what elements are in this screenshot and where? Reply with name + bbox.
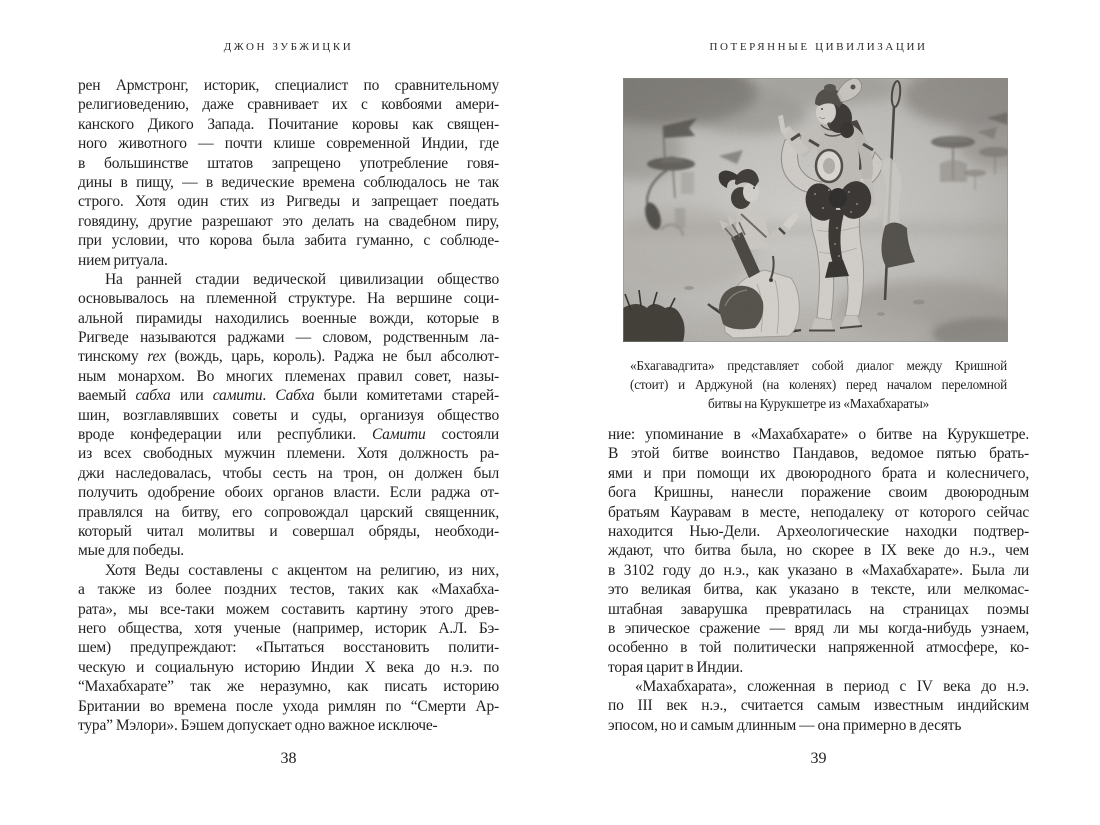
text-line: в большинстве штатов запрещено употребление говя- (78, 154, 499, 172)
text-line: него общества, хотя ученые (например, историк А.Л. Бэ- (78, 619, 499, 637)
text-line: а также из более поздних тестов, таких как «Махабха- (78, 581, 499, 599)
text-line: джи наследовалась, чтобы сесть на трон, он должен был (78, 464, 499, 482)
paragraph (78, 76, 499, 270)
left-page-text (78, 76, 499, 735)
text-line: ного животного — почти клише современной Индии, где (78, 135, 499, 153)
text-line: ждают, что битва была, но скорее в IX веке до н.э., чем (608, 542, 1029, 560)
text-line: торая царит в Индии. (608, 658, 744, 676)
text-line: особенно в той политически напряженной атмосфере, ко- (608, 639, 1029, 657)
text-line: религиоведению, даже сравнивает их с ковбоями амери- (78, 96, 499, 114)
text-line: строго. Хотя один стих из Ригведы и запрещает поедать (78, 193, 499, 211)
text-line: основывалось на племенной структуре. На вершине соци- (78, 290, 499, 308)
left-page (78, 0, 499, 825)
illustration-caption (630, 356, 1007, 413)
right-page (608, 0, 1029, 825)
text-line: На ранней стадии ведической цивилизации общество (105, 270, 499, 288)
print-grain (623, 78, 1008, 342)
text-line: нием ритуала. (78, 251, 168, 269)
text-line: в 3102 году до н.э., как указано в «Махабхарате». Была ли (608, 561, 1029, 579)
paragraph (608, 425, 1029, 677)
text-line: рата», мы все-таки можем составить картину этого древ- (78, 600, 499, 618)
text-line: канского Дикого Запада. Почитание коровы как священ- (78, 115, 499, 133)
text-line: вроде конфедерации или республики. Самити состояли (78, 426, 499, 444)
text-line: тура” Мэлори». Бэшем допускает одно важное исключе- (78, 716, 438, 734)
paragraph (630, 356, 1007, 413)
text-line: из всех свободных мужчин племени. Хотя должность ра- (78, 445, 499, 463)
text-line: Британии во времена после ухода римлян по “Смерти Ар- (78, 697, 499, 715)
text-line: при условии, что корова была забита гуманно, с соблюде- (78, 232, 499, 250)
text-line: эпосом, но и самым длинным — она примерно в десять (608, 716, 962, 734)
text-line: В этой битве воинство Пандавов, ведомое пятью брать- (608, 445, 1029, 463)
paragraph (608, 677, 1029, 735)
running-head-left: ДЖОН ЗУБЖИЦКИ (223, 41, 354, 53)
text-line: рен Армстронг, историк, специалист по сравнительному (78, 77, 499, 94)
text-line: мые для победы. (78, 542, 184, 560)
text-line: правлялся на битву, его сопровождал царский священник, (78, 503, 499, 521)
text-line: ным монархом. Во многих племенах правил совет, назы- (78, 367, 499, 385)
text-line: бога Кришны, нанесли поражение своим двоюродным (608, 484, 1029, 502)
text-line: штабная заварушка превратилась на страницах поэмы (608, 600, 1029, 618)
text-line: говядину, другие разрешают это делать на свадебном пиру, (78, 212, 499, 230)
text-line: “Махабхарате” так же неразумно, как писать историю (78, 678, 499, 696)
illustration-canvas (623, 78, 1008, 342)
text-line: шем) предупреждают: «Пытаться восстановить полити- (78, 639, 499, 657)
text-line: ями и при помощи их двоюродного брата и колесничего, (608, 464, 1029, 482)
running-head-right: ПОТЕРЯННЫЕ ЦИВИЛИЗАЦИИ (709, 41, 928, 53)
text-line: Ригведе называются раджами — словом, родственным ла- (78, 329, 499, 347)
text-line: «Махабхарата», сложенная в период с IV века до н.э. (635, 678, 1029, 696)
text-line: ние: упоминание в «Махабхарате» о битве на Курукшетре. (608, 426, 1029, 443)
text-line: (стоит) и Арджуной (на коленях) перед началом переломной (630, 377, 1007, 392)
text-line: это великая битва, как указано в тексте, или мелкомас- (608, 581, 1029, 599)
text-line: который читал молитвы и совершал обряды, необходи- (78, 522, 499, 540)
page-number-left: 38 (280, 750, 297, 767)
text-line: битвы на Курукшетре из «Махабхараты» (707, 396, 930, 411)
text-line: получить одобрение обоих органов власти. Если раджа от- (78, 484, 499, 502)
text-line: альной пирамиды находились военные вожди, которые в (78, 309, 499, 327)
krishna-arjuna-illustration (623, 78, 1008, 342)
text-line: шин, возглавлявших советы и суды, организуя общество (78, 406, 499, 424)
paragraph (78, 270, 499, 561)
page-number-right: 39 (810, 750, 827, 767)
text-line: находится Нью-Дели. Археологические находки подтвер- (608, 522, 1029, 540)
text-line: в эпическое сражение — вряд ли мы когда-нибудь узнаем, (608, 619, 1029, 637)
text-line: дины в пищу, — в ведические времена соблюдалось не так (78, 173, 499, 191)
text-line: Хотя Веды составлены с акцентом на религию, из них, (105, 561, 499, 579)
text-line: по III век н.э., считается самым известным индийским (608, 697, 1029, 715)
right-page-text (608, 425, 1029, 735)
text-line: ческую и социальную историю Индии X века до н.э. по (78, 658, 499, 676)
text-line: тинскому rex (вождь, царь, король). Раджа не был абсолют- (78, 348, 499, 366)
text-line: братьям Кауравам в месте, неподалеку от которого сейчас (608, 503, 1029, 521)
text-line: ваемый сабха или самити. Сабха были комитетами старей- (78, 387, 499, 405)
paragraph (78, 561, 499, 736)
text-line: «Бхагавадгита» представляет собой диалог между Кришной (630, 358, 1007, 373)
